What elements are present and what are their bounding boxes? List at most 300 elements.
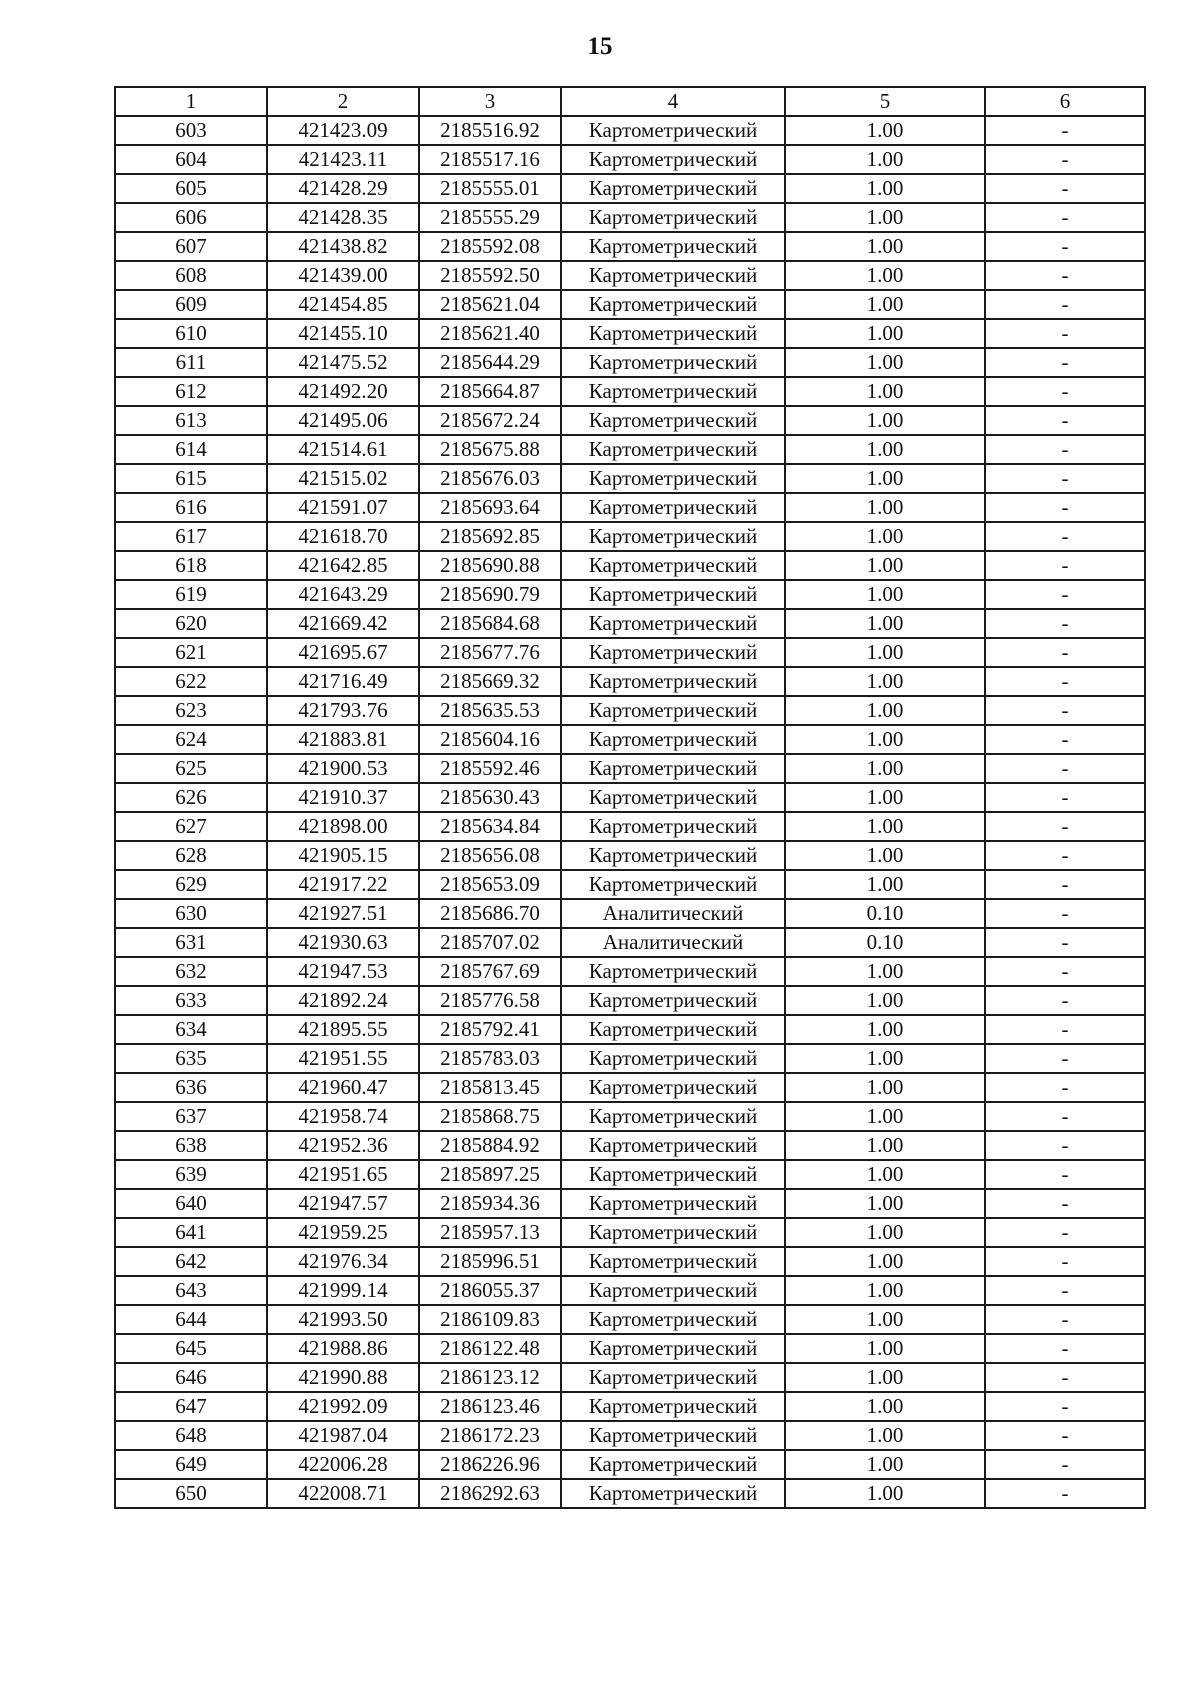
method-cell: Картометрический: [561, 406, 785, 435]
y-coordinate-cell: 2185692.85: [419, 522, 561, 551]
accuracy-cell: 1.00: [785, 1218, 985, 1247]
y-coordinate-cell: 2185957.13: [419, 1218, 561, 1247]
note-cell: -: [985, 435, 1145, 464]
method-cell: Картометрический: [561, 290, 785, 319]
y-coordinate-cell: 2185621.40: [419, 319, 561, 348]
accuracy-cell: 1.00: [785, 406, 985, 435]
point-number-cell: 616: [115, 493, 267, 522]
point-number-cell: 639: [115, 1160, 267, 1189]
x-coordinate-cell: 421951.65: [267, 1160, 419, 1189]
x-coordinate-cell: 421898.00: [267, 812, 419, 841]
x-coordinate-cell: 421905.15: [267, 841, 419, 870]
point-number-cell: 622: [115, 667, 267, 696]
accuracy-cell: 1.00: [785, 1189, 985, 1218]
x-coordinate-cell: 421952.36: [267, 1131, 419, 1160]
method-cell: Картометрический: [561, 1305, 785, 1334]
y-coordinate-cell: 2186123.12: [419, 1363, 561, 1392]
x-coordinate-cell: 421492.20: [267, 377, 419, 406]
column-header: 6: [985, 87, 1145, 116]
accuracy-cell: 1.00: [785, 116, 985, 145]
table-row: [115, 986, 1145, 1015]
method-cell: Картометрический: [561, 1392, 785, 1421]
note-cell: -: [985, 754, 1145, 783]
x-coordinate-cell: 421947.57: [267, 1189, 419, 1218]
table-row: [115, 435, 1145, 464]
point-number-cell: 631: [115, 928, 267, 957]
table-row: [115, 696, 1145, 725]
y-coordinate-cell: 2185868.75: [419, 1102, 561, 1131]
note-cell: -: [985, 783, 1145, 812]
accuracy-cell: 1.00: [785, 290, 985, 319]
accuracy-cell: 1.00: [785, 957, 985, 986]
point-number-cell: 620: [115, 609, 267, 638]
point-number-cell: 645: [115, 1334, 267, 1363]
table-row: [115, 1392, 1145, 1421]
y-coordinate-cell: 2185592.08: [419, 232, 561, 261]
column-header: 2: [267, 87, 419, 116]
accuracy-cell: 1.00: [785, 1131, 985, 1160]
point-number-cell: 604: [115, 145, 267, 174]
note-cell: -: [985, 174, 1145, 203]
method-cell: Картометрический: [561, 145, 785, 174]
point-number-cell: 617: [115, 522, 267, 551]
y-coordinate-cell: 2185653.09: [419, 870, 561, 899]
method-cell: Картометрический: [561, 1363, 785, 1392]
x-coordinate-cell: 421947.53: [267, 957, 419, 986]
point-number-cell: 628: [115, 841, 267, 870]
method-cell: Картометрический: [561, 1160, 785, 1189]
table-row: [115, 493, 1145, 522]
table-row: [115, 116, 1145, 145]
note-cell: -: [985, 957, 1145, 986]
table-row: [115, 1218, 1145, 1247]
y-coordinate-cell: 2185644.29: [419, 348, 561, 377]
note-cell: -: [985, 1305, 1145, 1334]
note-cell: -: [985, 464, 1145, 493]
method-cell: Картометрический: [561, 1276, 785, 1305]
method-cell: Картометрический: [561, 116, 785, 145]
x-coordinate-cell: 421883.81: [267, 725, 419, 754]
table-body: [115, 87, 1145, 1508]
y-coordinate-cell: 2185555.29: [419, 203, 561, 232]
x-coordinate-cell: 421993.50: [267, 1305, 419, 1334]
x-coordinate-cell: 421591.07: [267, 493, 419, 522]
x-coordinate-cell: 421695.67: [267, 638, 419, 667]
x-coordinate-cell: 421987.04: [267, 1421, 419, 1450]
x-coordinate-cell: 421910.37: [267, 783, 419, 812]
method-cell: Картометрический: [561, 812, 785, 841]
note-cell: -: [985, 1044, 1145, 1073]
y-coordinate-cell: 2185676.03: [419, 464, 561, 493]
y-coordinate-cell: 2185686.70: [419, 899, 561, 928]
table-row: [115, 1073, 1145, 1102]
point-number-cell: 626: [115, 783, 267, 812]
method-cell: Картометрический: [561, 377, 785, 406]
method-cell: Картометрический: [561, 1334, 785, 1363]
x-coordinate-cell: 421976.34: [267, 1247, 419, 1276]
x-coordinate-cell: 421793.76: [267, 696, 419, 725]
column-header: 1: [115, 87, 267, 116]
method-cell: Картометрический: [561, 203, 785, 232]
accuracy-cell: 1.00: [785, 1305, 985, 1334]
note-cell: -: [985, 1073, 1145, 1102]
note-cell: -: [985, 696, 1145, 725]
point-number-cell: 606: [115, 203, 267, 232]
point-number-cell: 637: [115, 1102, 267, 1131]
note-cell: -: [985, 1363, 1145, 1392]
point-number-cell: 612: [115, 377, 267, 406]
method-cell: Картометрический: [561, 174, 785, 203]
method-cell: Картометрический: [561, 551, 785, 580]
y-coordinate-cell: 2185656.08: [419, 841, 561, 870]
point-number-cell: 641: [115, 1218, 267, 1247]
accuracy-cell: 1.00: [785, 1392, 985, 1421]
point-number-cell: 638: [115, 1131, 267, 1160]
point-number-cell: 642: [115, 1247, 267, 1276]
note-cell: -: [985, 812, 1145, 841]
note-cell: -: [985, 638, 1145, 667]
x-coordinate-cell: 421423.11: [267, 145, 419, 174]
table-row: [115, 609, 1145, 638]
accuracy-cell: 1.00: [785, 812, 985, 841]
point-number-cell: 629: [115, 870, 267, 899]
note-cell: -: [985, 261, 1145, 290]
accuracy-cell: 1.00: [785, 783, 985, 812]
note-cell: -: [985, 899, 1145, 928]
table-row: [115, 261, 1145, 290]
column-header: 4: [561, 87, 785, 116]
note-cell: -: [985, 1334, 1145, 1363]
table-row: [115, 319, 1145, 348]
point-number-cell: 647: [115, 1392, 267, 1421]
point-number-cell: 648: [115, 1421, 267, 1450]
y-coordinate-cell: 2185690.79: [419, 580, 561, 609]
accuracy-cell: 1.00: [785, 870, 985, 899]
method-cell: Картометрический: [561, 638, 785, 667]
accuracy-cell: 1.00: [785, 609, 985, 638]
point-number-cell: 636: [115, 1073, 267, 1102]
table-row: [115, 638, 1145, 667]
point-number-cell: 621: [115, 638, 267, 667]
note-cell: -: [985, 609, 1145, 638]
table-row: [115, 1334, 1145, 1363]
x-coordinate-cell: 421958.74: [267, 1102, 419, 1131]
y-coordinate-cell: 2185767.69: [419, 957, 561, 986]
note-cell: -: [985, 725, 1145, 754]
point-number-cell: 646: [115, 1363, 267, 1392]
table-row: [115, 145, 1145, 174]
y-coordinate-cell: 2185884.92: [419, 1131, 561, 1160]
point-number-cell: 640: [115, 1189, 267, 1218]
method-cell: Картометрический: [561, 493, 785, 522]
method-cell: Картометрический: [561, 348, 785, 377]
x-coordinate-cell: 421716.49: [267, 667, 419, 696]
method-cell: Картометрический: [561, 870, 785, 899]
note-cell: -: [985, 986, 1145, 1015]
point-number-cell: 630: [115, 899, 267, 928]
y-coordinate-cell: 2185783.03: [419, 1044, 561, 1073]
note-cell: -: [985, 377, 1145, 406]
table-row: [115, 667, 1145, 696]
x-coordinate-cell: 421930.63: [267, 928, 419, 957]
accuracy-cell: 1.00: [785, 1363, 985, 1392]
y-coordinate-cell: 2186123.46: [419, 1392, 561, 1421]
point-number-cell: 644: [115, 1305, 267, 1334]
point-number-cell: 635: [115, 1044, 267, 1073]
y-coordinate-cell: 2185996.51: [419, 1247, 561, 1276]
note-cell: -: [985, 667, 1145, 696]
y-coordinate-cell: 2185684.68: [419, 609, 561, 638]
table-row: [115, 1450, 1145, 1479]
method-cell: Картометрический: [561, 1044, 785, 1073]
method-cell: Картометрический: [561, 1421, 785, 1450]
note-cell: -: [985, 406, 1145, 435]
table-row: [115, 232, 1145, 261]
accuracy-cell: 1.00: [785, 1015, 985, 1044]
note-cell: -: [985, 551, 1145, 580]
point-number-cell: 633: [115, 986, 267, 1015]
y-coordinate-cell: 2185690.88: [419, 551, 561, 580]
table-row: [115, 957, 1145, 986]
point-number-cell: 634: [115, 1015, 267, 1044]
x-coordinate-cell: 421960.47: [267, 1073, 419, 1102]
point-number-cell: 618: [115, 551, 267, 580]
method-cell: Картометрический: [561, 986, 785, 1015]
accuracy-cell: 1.00: [785, 841, 985, 870]
table-row: [115, 870, 1145, 899]
note-cell: -: [985, 1160, 1145, 1189]
note-cell: -: [985, 1421, 1145, 1450]
y-coordinate-cell: 2185675.88: [419, 435, 561, 464]
accuracy-cell: 1.00: [785, 232, 985, 261]
accuracy-cell: 1.00: [785, 754, 985, 783]
table-row: [115, 812, 1145, 841]
table-row: [115, 348, 1145, 377]
y-coordinate-cell: 2186226.96: [419, 1450, 561, 1479]
table-row: [115, 1363, 1145, 1392]
y-coordinate-cell: 2185934.36: [419, 1189, 561, 1218]
point-number-cell: 650: [115, 1479, 267, 1508]
column-header: 3: [419, 87, 561, 116]
note-cell: -: [985, 1479, 1145, 1508]
table-row: [115, 290, 1145, 319]
table-row: [115, 551, 1145, 580]
table-row: [115, 1015, 1145, 1044]
x-coordinate-cell: 421515.02: [267, 464, 419, 493]
x-coordinate-cell: 421895.55: [267, 1015, 419, 1044]
x-coordinate-cell: 421992.09: [267, 1392, 419, 1421]
y-coordinate-cell: 2185813.45: [419, 1073, 561, 1102]
accuracy-cell: 1.00: [785, 638, 985, 667]
accuracy-cell: 1.00: [785, 464, 985, 493]
point-number-cell: 607: [115, 232, 267, 261]
y-coordinate-cell: 2186172.23: [419, 1421, 561, 1450]
method-cell: Картометрический: [561, 1073, 785, 1102]
point-number-cell: 623: [115, 696, 267, 725]
point-number-cell: 608: [115, 261, 267, 290]
note-cell: -: [985, 1015, 1145, 1044]
point-number-cell: 614: [115, 435, 267, 464]
note-cell: -: [985, 232, 1145, 261]
y-coordinate-cell: 2185693.64: [419, 493, 561, 522]
table-row: [115, 1479, 1145, 1508]
accuracy-cell: 1.00: [785, 1073, 985, 1102]
table-row: [115, 899, 1145, 928]
method-cell: Картометрический: [561, 1131, 785, 1160]
y-coordinate-cell: 2185672.24: [419, 406, 561, 435]
accuracy-cell: 1.00: [785, 435, 985, 464]
table-row: [115, 1276, 1145, 1305]
x-coordinate-cell: 421454.85: [267, 290, 419, 319]
method-cell: Картометрический: [561, 725, 785, 754]
x-coordinate-cell: 421917.22: [267, 870, 419, 899]
method-cell: Картометрический: [561, 1450, 785, 1479]
point-number-cell: 613: [115, 406, 267, 435]
x-coordinate-cell: 421428.29: [267, 174, 419, 203]
y-coordinate-cell: 2185707.02: [419, 928, 561, 957]
x-coordinate-cell: 421495.06: [267, 406, 419, 435]
method-cell: Картометрический: [561, 232, 785, 261]
method-cell: Картометрический: [561, 841, 785, 870]
method-cell: Картометрический: [561, 261, 785, 290]
method-cell: Аналитический: [561, 899, 785, 928]
table-row: [115, 203, 1145, 232]
note-cell: -: [985, 870, 1145, 899]
note-cell: -: [985, 1102, 1145, 1131]
table-row: [115, 1421, 1145, 1450]
point-number-cell: 609: [115, 290, 267, 319]
note-cell: -: [985, 1392, 1145, 1421]
note-cell: -: [985, 928, 1145, 957]
point-number-cell: 610: [115, 319, 267, 348]
table-header-row: [115, 87, 1145, 116]
method-cell: Картометрический: [561, 957, 785, 986]
method-cell: Картометрический: [561, 754, 785, 783]
point-number-cell: 627: [115, 812, 267, 841]
method-cell: Картометрический: [561, 1218, 785, 1247]
x-coordinate-cell: 421669.42: [267, 609, 419, 638]
point-number-cell: 625: [115, 754, 267, 783]
x-coordinate-cell: 421438.82: [267, 232, 419, 261]
x-coordinate-cell: 421892.24: [267, 986, 419, 1015]
y-coordinate-cell: 2186109.83: [419, 1305, 561, 1334]
method-cell: Картометрический: [561, 1189, 785, 1218]
x-coordinate-cell: 421423.09: [267, 116, 419, 145]
y-coordinate-cell: 2186122.48: [419, 1334, 561, 1363]
page-number: 15: [587, 33, 613, 60]
method-cell: Картометрический: [561, 1015, 785, 1044]
point-number-cell: 649: [115, 1450, 267, 1479]
note-cell: -: [985, 1276, 1145, 1305]
x-coordinate-cell: 421927.51: [267, 899, 419, 928]
table-row: [115, 1247, 1145, 1276]
y-coordinate-cell: 2185621.04: [419, 290, 561, 319]
column-header: 5: [785, 87, 985, 116]
table-row: [115, 377, 1145, 406]
table-row: [115, 1305, 1145, 1334]
table-row: [115, 1102, 1145, 1131]
accuracy-cell: 1.00: [785, 1102, 985, 1131]
table-row: [115, 725, 1145, 754]
x-coordinate-cell: 421475.52: [267, 348, 419, 377]
method-cell: Картометрический: [561, 609, 785, 638]
x-coordinate-cell: 421514.61: [267, 435, 419, 464]
table-row: [115, 406, 1145, 435]
table-row: [115, 522, 1145, 551]
method-cell: Картометрический: [561, 319, 785, 348]
accuracy-cell: 1.00: [785, 1160, 985, 1189]
table-row: [115, 174, 1145, 203]
accuracy-cell: 1.00: [785, 725, 985, 754]
method-cell: Картометрический: [561, 435, 785, 464]
point-number-cell: 605: [115, 174, 267, 203]
y-coordinate-cell: 2185635.53: [419, 696, 561, 725]
x-coordinate-cell: 421990.88: [267, 1363, 419, 1392]
note-cell: -: [985, 1247, 1145, 1276]
method-cell: Картометрический: [561, 1479, 785, 1508]
y-coordinate-cell: 2185555.01: [419, 174, 561, 203]
point-number-cell: 632: [115, 957, 267, 986]
y-coordinate-cell: 2185776.58: [419, 986, 561, 1015]
x-coordinate-cell: 421900.53: [267, 754, 419, 783]
accuracy-cell: 1.00: [785, 551, 985, 580]
method-cell: Картометрический: [561, 783, 785, 812]
method-cell: Картометрический: [561, 522, 785, 551]
y-coordinate-cell: 2185592.46: [419, 754, 561, 783]
accuracy-cell: 1.00: [785, 203, 985, 232]
x-coordinate-cell: 422006.28: [267, 1450, 419, 1479]
table-row: [115, 1131, 1145, 1160]
point-number-cell: 611: [115, 348, 267, 377]
table-row: [115, 783, 1145, 812]
accuracy-cell: 1.00: [785, 348, 985, 377]
y-coordinate-cell: 2186055.37: [419, 1276, 561, 1305]
y-coordinate-cell: 2185516.92: [419, 116, 561, 145]
x-coordinate-cell: 421988.86: [267, 1334, 419, 1363]
x-coordinate-cell: 421439.00: [267, 261, 419, 290]
x-coordinate-cell: 421455.10: [267, 319, 419, 348]
method-cell: Картометрический: [561, 580, 785, 609]
note-cell: -: [985, 348, 1145, 377]
accuracy-cell: 1.00: [785, 319, 985, 348]
note-cell: -: [985, 319, 1145, 348]
y-coordinate-cell: 2185604.16: [419, 725, 561, 754]
y-coordinate-cell: 2185669.32: [419, 667, 561, 696]
method-cell: Картометрический: [561, 667, 785, 696]
method-cell: Картометрический: [561, 696, 785, 725]
accuracy-cell: 1.00: [785, 1450, 985, 1479]
x-coordinate-cell: 421618.70: [267, 522, 419, 551]
note-cell: -: [985, 493, 1145, 522]
method-cell: Картометрический: [561, 464, 785, 493]
note-cell: -: [985, 522, 1145, 551]
x-coordinate-cell: 421951.55: [267, 1044, 419, 1073]
method-cell: Картометрический: [561, 1102, 785, 1131]
point-number-cell: 624: [115, 725, 267, 754]
accuracy-cell: 1.00: [785, 1421, 985, 1450]
x-coordinate-cell: 421428.35: [267, 203, 419, 232]
accuracy-cell: 1.00: [785, 696, 985, 725]
accuracy-cell: 1.00: [785, 174, 985, 203]
y-coordinate-cell: 2186292.63: [419, 1479, 561, 1508]
note-cell: -: [985, 1218, 1145, 1247]
accuracy-cell: 1.00: [785, 1276, 985, 1305]
y-coordinate-cell: 2185634.84: [419, 812, 561, 841]
accuracy-cell: 0.10: [785, 928, 985, 957]
accuracy-cell: 1.00: [785, 580, 985, 609]
y-coordinate-cell: 2185664.87: [419, 377, 561, 406]
x-coordinate-cell: 421643.29: [267, 580, 419, 609]
